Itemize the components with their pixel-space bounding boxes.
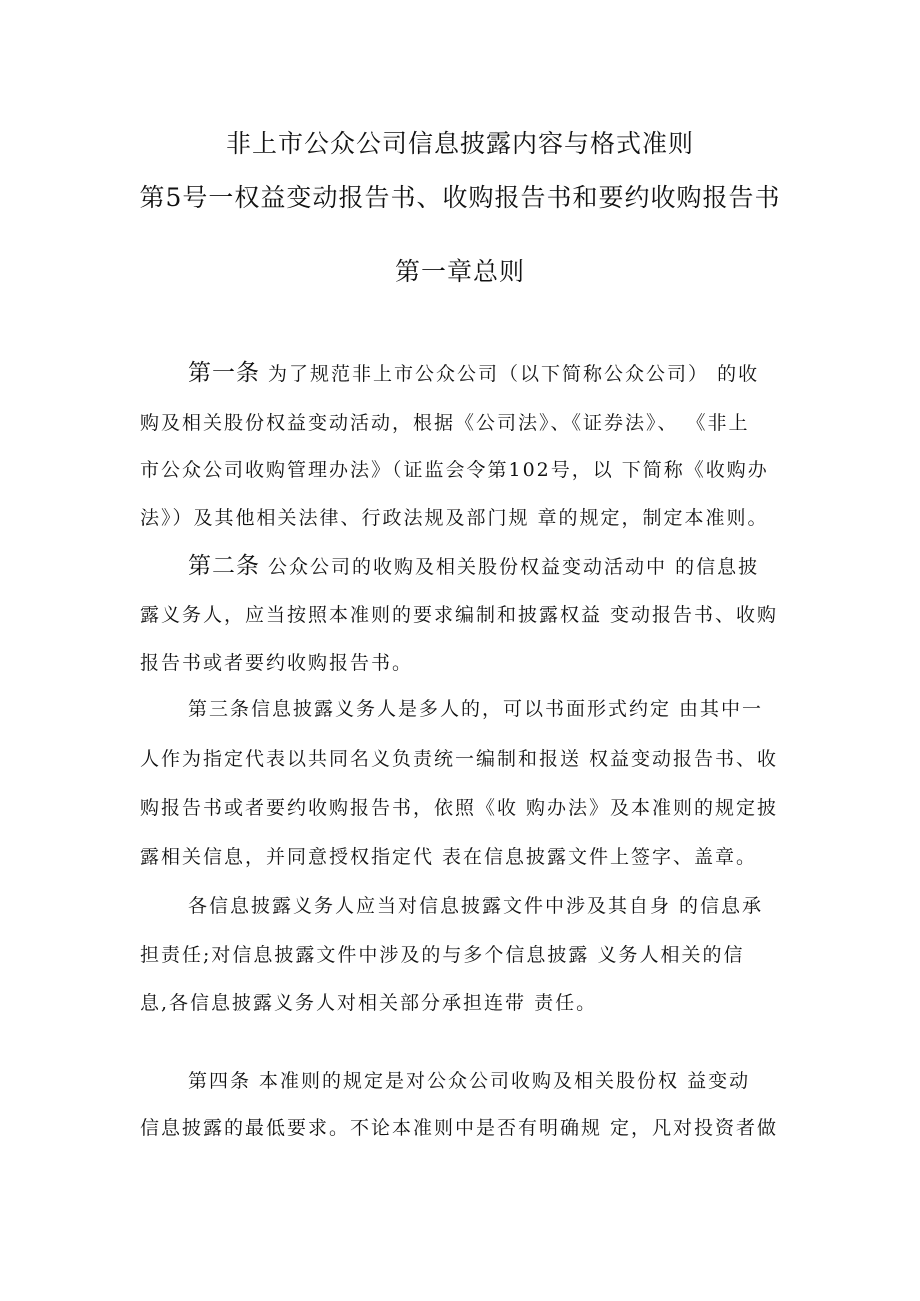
article1-label: 第一条: [188, 360, 260, 386]
document-title-line2: 第5号一权益变动报告书、收购报告书和要约收购报告书: [139, 183, 781, 212]
article3-text-line4: 露相关信息，并同意授权指定代 表在信息披露文件上签字、盖章。: [140, 846, 758, 868]
article2-text-line1: 公众公司的收购及相关股份权益变动活动中 的信息披: [268, 556, 760, 578]
article1-text-line2: 购及相关股份权益变动活动，根据《公司法》、《证券法》、 《非上: [140, 412, 750, 434]
article2-text-line2: 露义务人，应当按照本准则的要求编制和披露权益 变动报告书、收购: [140, 604, 779, 626]
article3-para2-line3: 息,各信息披露义务人对相关部分承担连带 责任。: [140, 992, 598, 1014]
article2-first-line: [188, 547, 759, 580]
article4-text-line1: 第四条 本准则的规定是对公众公司收购及相关股份权 益变动: [188, 1070, 751, 1092]
article3-text-line1: 第三条信息披露义务人是多人的，可以书面形式约定 由其中一: [188, 698, 764, 720]
article1-text-line3: 市公众公司收购管理办法》（证监会令第102号，以 下简称《收购办: [140, 459, 769, 481]
document-title-line1: 非上市公众公司信息披露内容与格式准则: [225, 129, 694, 158]
article2-label: 第二条: [188, 553, 260, 579]
article1-text-line4: 法》）及其他相关法律、行政法规及部门规 章的规定，制定本准则。: [140, 507, 769, 529]
article4-text-line2: 信息披露的最低要求。不论本准则中是否有明确规 定，凡对投资者做: [140, 1117, 779, 1139]
article3-text-line2: 人作为指定代表以共同名义负责统一编制和报送 权益变动报告书、收: [140, 748, 779, 770]
article1-first-line: [188, 354, 759, 387]
chapter-title: 第一章总则: [394, 257, 525, 286]
article2-text-line3: 报告书或者要约收购报告书。: [140, 652, 414, 674]
article3-text-line3: 购报告书或者要约收购报告书，依照《收 购办法》及本准则的规定披: [140, 797, 779, 819]
article1-text-line1: 为了规范非上市公众公司（以下简称公众公司） 的收: [268, 363, 760, 385]
article3-para2-line2: 担责任;对信息披露文件中涉及的与多个信息披露 义务人相关的信: [140, 944, 745, 966]
article3-para2-line1: 各信息披露义务人应当对信息披露文件中涉及其自身 的信息承: [188, 895, 764, 917]
